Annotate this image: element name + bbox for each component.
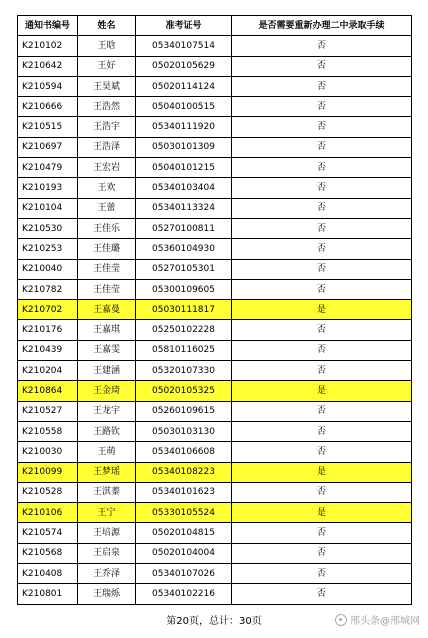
cell-notice-number: K210408 [18,564,78,584]
cell-exam-number: 05030111817 [136,300,232,320]
table-row [18,381,412,401]
cell-notice-number: K210558 [18,421,78,441]
cell-exam-number: 05340107026 [136,564,232,584]
cell-notice-number: K210099 [18,462,78,482]
table-row [18,300,412,320]
table-row [18,564,412,584]
cell-reapply-status: 否 [232,158,412,178]
cell-notice-number: K210574 [18,523,78,543]
table-row [18,503,412,523]
cell-exam-number: 05340106608 [136,442,232,462]
cell-name: 王启泉 [78,543,136,563]
cell-reapply-status: 否 [232,178,412,198]
table-row [18,361,412,381]
cell-exam-number: 05270100811 [136,218,232,238]
cell-exam-number: 05040101215 [136,158,232,178]
table-row [18,421,412,441]
cell-exam-number: 05320107330 [136,361,232,381]
cell-exam-number: 05360104930 [136,239,232,259]
table-row [18,218,412,238]
cell-reapply-status: 否 [232,361,412,381]
cell-reapply-status: 否 [232,239,412,259]
header-name: 姓名 [78,16,136,36]
cell-notice-number: K210102 [18,36,78,56]
cell-reapply-status: 否 [232,482,412,502]
cell-name: 王瑞烁 [78,584,136,604]
cell-reapply-status: 否 [232,543,412,563]
cell-reapply-status: 是 [232,503,412,523]
cell-notice-number: K210530 [18,218,78,238]
table-row [18,523,412,543]
page-footer: 第20页，总计：30页 [166,616,262,627]
wechat-logo-icon [335,614,347,626]
table-header-row [18,16,412,36]
cell-notice-number: K210702 [18,300,78,320]
cell-reapply-status: 否 [232,218,412,238]
cell-reapply-status: 是 [232,381,412,401]
cell-reapply-status: 否 [232,401,412,421]
cell-reapply-status: 是 [232,300,412,320]
admission-table [17,15,412,605]
cell-reapply-status: 否 [232,137,412,157]
cell-exam-number: 05020105629 [136,56,232,76]
cell-exam-number: 05340102216 [136,584,232,604]
cell-name: 王龙宇 [78,401,136,421]
cell-reapply-status: 否 [232,36,412,56]
cell-exam-number: 05030101309 [136,137,232,157]
cell-name: 王浩然 [78,97,136,117]
cell-notice-number: K210193 [18,178,78,198]
cell-exam-number: 05020104004 [136,543,232,563]
cell-name: 王梦瑶 [78,462,136,482]
cell-reapply-status: 否 [232,584,412,604]
cell-exam-number: 05300109605 [136,279,232,299]
table-row [18,117,412,137]
cell-reapply-status: 否 [232,259,412,279]
cell-notice-number: K210801 [18,584,78,604]
cell-notice-number: K210594 [18,76,78,96]
table-row [18,340,412,360]
cell-notice-number: K210439 [18,340,78,360]
table-row [18,320,412,340]
cell-notice-number: K210204 [18,361,78,381]
cell-exam-number: 05260109615 [136,401,232,421]
cell-notice-number: K210697 [18,137,78,157]
watermark [335,612,420,627]
table-row [18,178,412,198]
table-row [18,76,412,96]
cell-notice-number: K210104 [18,198,78,218]
cell-notice-number: K210527 [18,401,78,421]
cell-reapply-status: 否 [232,279,412,299]
cell-exam-number: 05340103404 [136,178,232,198]
cell-reapply-status: 否 [232,421,412,441]
table-row [18,543,412,563]
table-row [18,401,412,421]
cell-name: 王乔泽 [78,564,136,584]
cell-name: 王佳莹 [78,279,136,299]
table-row [18,97,412,117]
cell-exam-number: 05250102228 [136,320,232,340]
cell-name: 王欢 [78,178,136,198]
cell-name: 王培源 [78,523,136,543]
cell-notice-number: K210176 [18,320,78,340]
cell-exam-number: 05270105301 [136,259,232,279]
table-row [18,442,412,462]
cell-reapply-status: 否 [232,117,412,137]
cell-name: 王嘉雯 [78,340,136,360]
cell-exam-number: 05340107514 [136,36,232,56]
cell-notice-number: K210642 [18,56,78,76]
cell-reapply-status: 否 [232,198,412,218]
cell-name: 王蕾 [78,198,136,218]
cell-notice-number: K210864 [18,381,78,401]
table-row [18,259,412,279]
cell-reapply-status: 是 [232,462,412,482]
table-row [18,482,412,502]
cell-name: 王佳莹 [78,259,136,279]
cell-name: 王嘉曼 [78,300,136,320]
table-row [18,239,412,259]
cell-exam-number: 05020105325 [136,381,232,401]
cell-name: 王昊斌 [78,76,136,96]
cell-name: 王好 [78,56,136,76]
cell-notice-number: K210666 [18,97,78,117]
cell-exam-number: 05340111920 [136,117,232,137]
cell-notice-number: K210782 [18,279,78,299]
cell-name: 王宁 [78,503,136,523]
cell-notice-number: K210030 [18,442,78,462]
cell-exam-number: 05340101623 [136,482,232,502]
cell-name: 王萌 [78,442,136,462]
cell-reapply-status: 否 [232,564,412,584]
cell-name: 王浩泽 [78,137,136,157]
table-row [18,584,412,604]
cell-exam-number: 05030103130 [136,421,232,441]
cell-name: 王金琦 [78,381,136,401]
cell-exam-number: 05340113324 [136,198,232,218]
table-row [18,462,412,482]
cell-exam-number: 05040100515 [136,97,232,117]
cell-name: 王佳璐 [78,239,136,259]
cell-name: 王宏岩 [78,158,136,178]
cell-name: 王晗 [78,36,136,56]
header-exam-number: 准考证号 [136,16,232,36]
cell-exam-number: 05330105524 [136,503,232,523]
table-row [18,56,412,76]
cell-name: 王嘉琪 [78,320,136,340]
cell-name: 王淇蓁 [78,482,136,502]
cell-name: 王建涵 [78,361,136,381]
cell-exam-number: 05020104815 [136,523,232,543]
cell-name: 王路钦 [78,421,136,441]
cell-exam-number: 05340108223 [136,462,232,482]
table-row [18,137,412,157]
header-reapply-required: 是否需要重新办理二中录取手续 [232,16,412,36]
cell-reapply-status: 否 [232,97,412,117]
watermark-text: 邢头条@邢城网 [350,616,420,627]
cell-name: 王佳乐 [78,218,136,238]
cell-name: 王浩宇 [78,117,136,137]
cell-reapply-status: 否 [232,442,412,462]
cell-notice-number: K210253 [18,239,78,259]
cell-exam-number: 05810116025 [136,340,232,360]
cell-reapply-status: 否 [232,523,412,543]
cell-reapply-status: 否 [232,340,412,360]
table-row [18,198,412,218]
cell-notice-number: K210568 [18,543,78,563]
cell-notice-number: K210479 [18,158,78,178]
cell-notice-number: K210106 [18,503,78,523]
cell-notice-number: K210515 [18,117,78,137]
cell-reapply-status: 否 [232,76,412,96]
cell-reapply-status: 否 [232,320,412,340]
cell-exam-number: 05020114124 [136,76,232,96]
cell-notice-number: K210040 [18,259,78,279]
cell-notice-number: K210528 [18,482,78,502]
table-row [18,36,412,56]
table-row [18,158,412,178]
header-notice-number: 通知书编号 [18,16,78,36]
table-row [18,279,412,299]
cell-reapply-status: 否 [232,56,412,76]
